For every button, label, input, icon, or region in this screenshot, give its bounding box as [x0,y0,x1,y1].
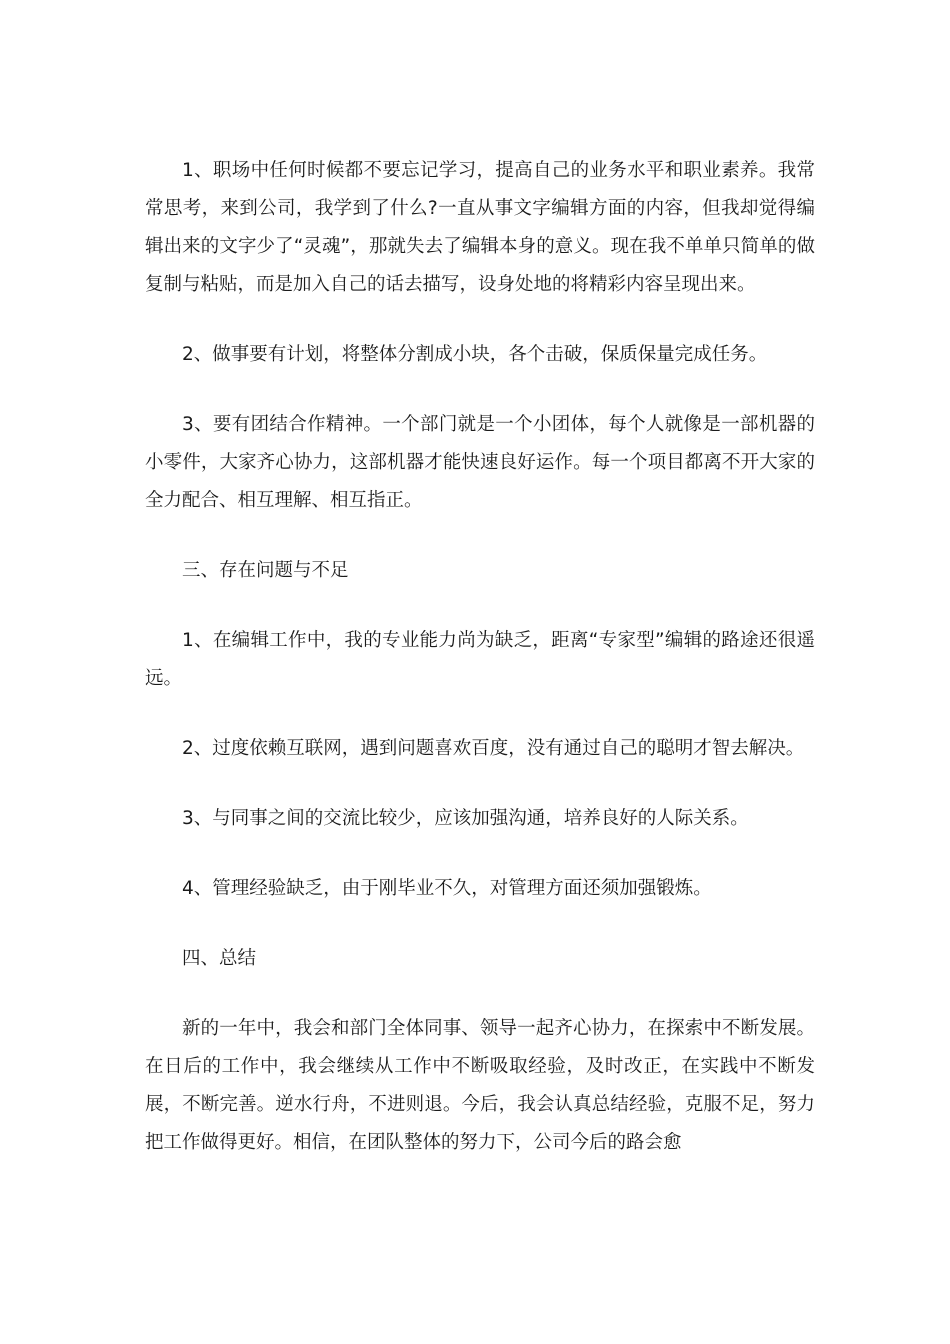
paragraph-problem-1: 1、在编辑工作中，我的专业能力尚为缺乏，距离“专家型”编辑的路途还很遥远。 [145,630,815,689]
paragraph-teamwork: 3、要有团结合作精神。一个部门就是一个小团体，每个人就像是一部机器的小零件，大家齐心协力，这部机器才能快速良好运作。每一个项目都离不开大家的全力配合、相互理解、相互指正。 [145,414,815,511]
document-body [145,152,815,1162]
section-heading-problems: 三、存在问题与不足 [182,560,349,581]
paragraph-gap [145,908,815,940]
paragraph-gap [145,978,815,1010]
paragraph-problem-2: 2、过度依赖互联网，遇到问题喜欢百度，没有通过自己的聪明才智去解决。 [182,738,805,759]
paragraph-gap [145,520,815,552]
section-heading-summary: 四、总结 [182,948,257,969]
paragraph-gap [145,698,815,730]
paragraph-gap [145,590,815,622]
paragraph-summary: 新的一年中，我会和部门全体同事、领导一起齐心协力，在探索中不断发展。在日后的工作中，我会继续从工作中不断吸取经验，及时改正，在实践中不断发展，不断完善。逆水行舟，不进则退。今后，我会认真总结经验，克服不足，努力把工作做得更好。相信，在团队整体的努力下，公司今后的路会愈 [145,1018,815,1153]
paragraph-gap [145,374,815,406]
paragraph-planning: 2、做事要有计划，将整体分割成小块，各个击破，保质保量完成任务。 [182,344,768,365]
paragraph-gap [145,768,815,800]
paragraph-problem-3: 3、与同事之间的交流比较少，应该加强沟通，培养良好的人际关系。 [182,808,749,829]
paragraph-problem-4: 4、管理经验缺乏，由于刚毕业不久，对管理方面还须加强锻炼。 [182,878,712,899]
paragraph-gap [145,304,815,336]
paragraph-learning: 1、职场中任何时候都不要忘记学习，提高自己的业务水平和职业素养。我常常思考，来到公司，我学到了什么?一直从事文字编辑方面的内容，但我却觉得编辑出来的文字少了“灵魂”，那就失去了编辑本身的意义。现在我不单单只简单的做复制与粘贴，而是加入自己的话去描写，设身处地的将精彩内容呈现出来。 [145,160,815,295]
paragraph-gap [145,838,815,870]
